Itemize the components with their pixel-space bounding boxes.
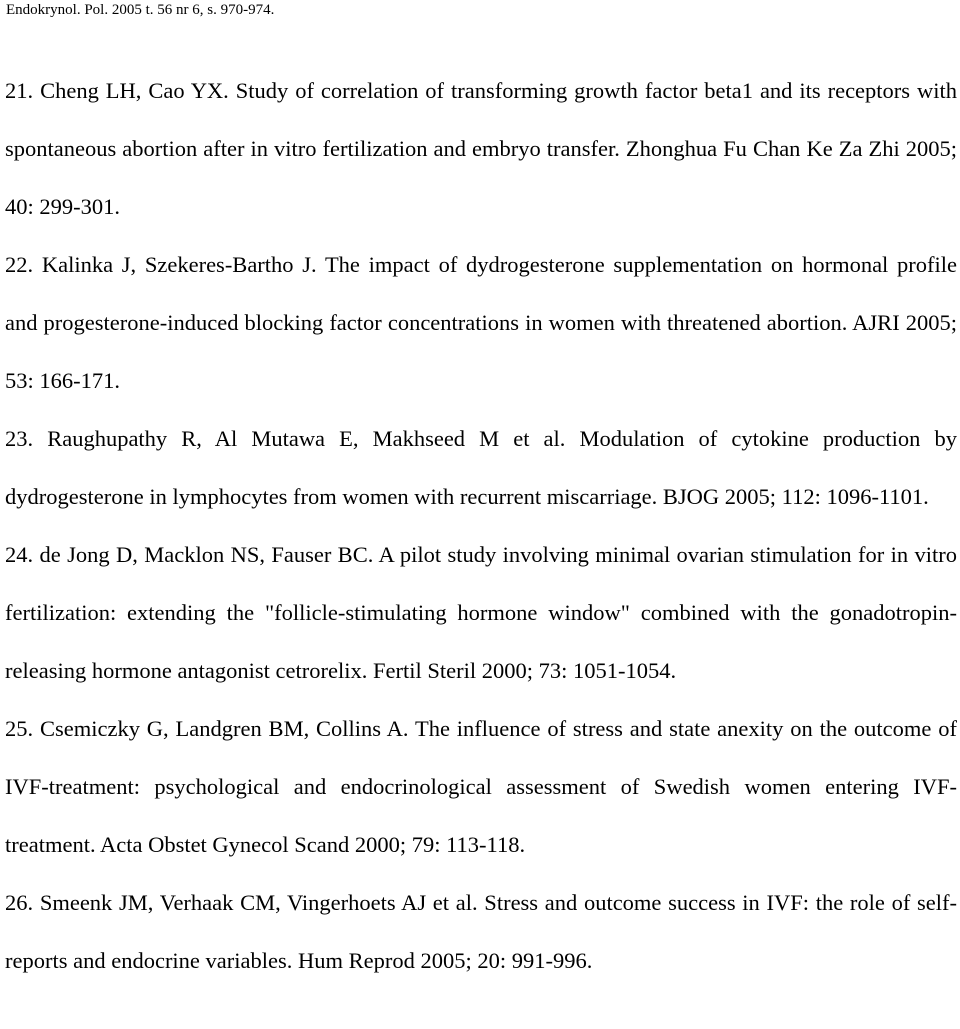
reference-item: 23. Raughupathy R, Al Mutawa E, Makhseed M et al. Modulation of cytokine production by dydrogesterone in lymphocytes from women with recurrent miscarriage. BJOG 2005; 112: 1096-1101.: [5, 426, 957, 509]
reference-item: 26. Smeenk JM, Verhaak CM, Vingerhoets AJ et al. Stress and outcome success in IVF: the role of self-reports and endocrine variables. Hum Reprod 2005; 20: 991-996.: [5, 890, 957, 973]
reference-item: 22. Kalinka J, Szekeres-Bartho J. The impact of dydrogesterone supplementation on hormonal profile and progesterone-induced blocking factor concentrations in women with threatened abortion. AJRI 2005; 53: 166-171.: [5, 252, 957, 393]
reference-list: [5, 62, 957, 990]
reference-item: 25. Csemiczky G, Landgren BM, Collins A. The influence of stress and state anexity on the outcome of IVF-treatment: psychological and endocrinological assessment of Swedish women entering IVF-treatment. Acta Obstet Gynecol Scand 2000; 79: 113-118.: [5, 716, 957, 857]
reference-item: 21. Cheng LH, Cao YX. Study of correlation of transforming growth factor beta1 and its receptors with spontaneous abortion after in vitro fertilization and embryo transfer. Zhonghua Fu Chan Ke Za Zhi 2005; 40: 299-301.: [5, 78, 957, 219]
journal-citation-header: Endokrynol. Pol. 2005 t. 56 nr 6, s. 970-974.: [6, 2, 275, 18]
reference-item: 24. de Jong D, Macklon NS, Fauser BC. A pilot study involving minimal ovarian stimulation for in vitro fertilization: extending the "follicle-stimulating hormone window" combined with the gonadotropin-releasing hormone antagonist cetrorelix. Fertil Steril 2000; 73: 1051-1054.: [5, 542, 957, 683]
